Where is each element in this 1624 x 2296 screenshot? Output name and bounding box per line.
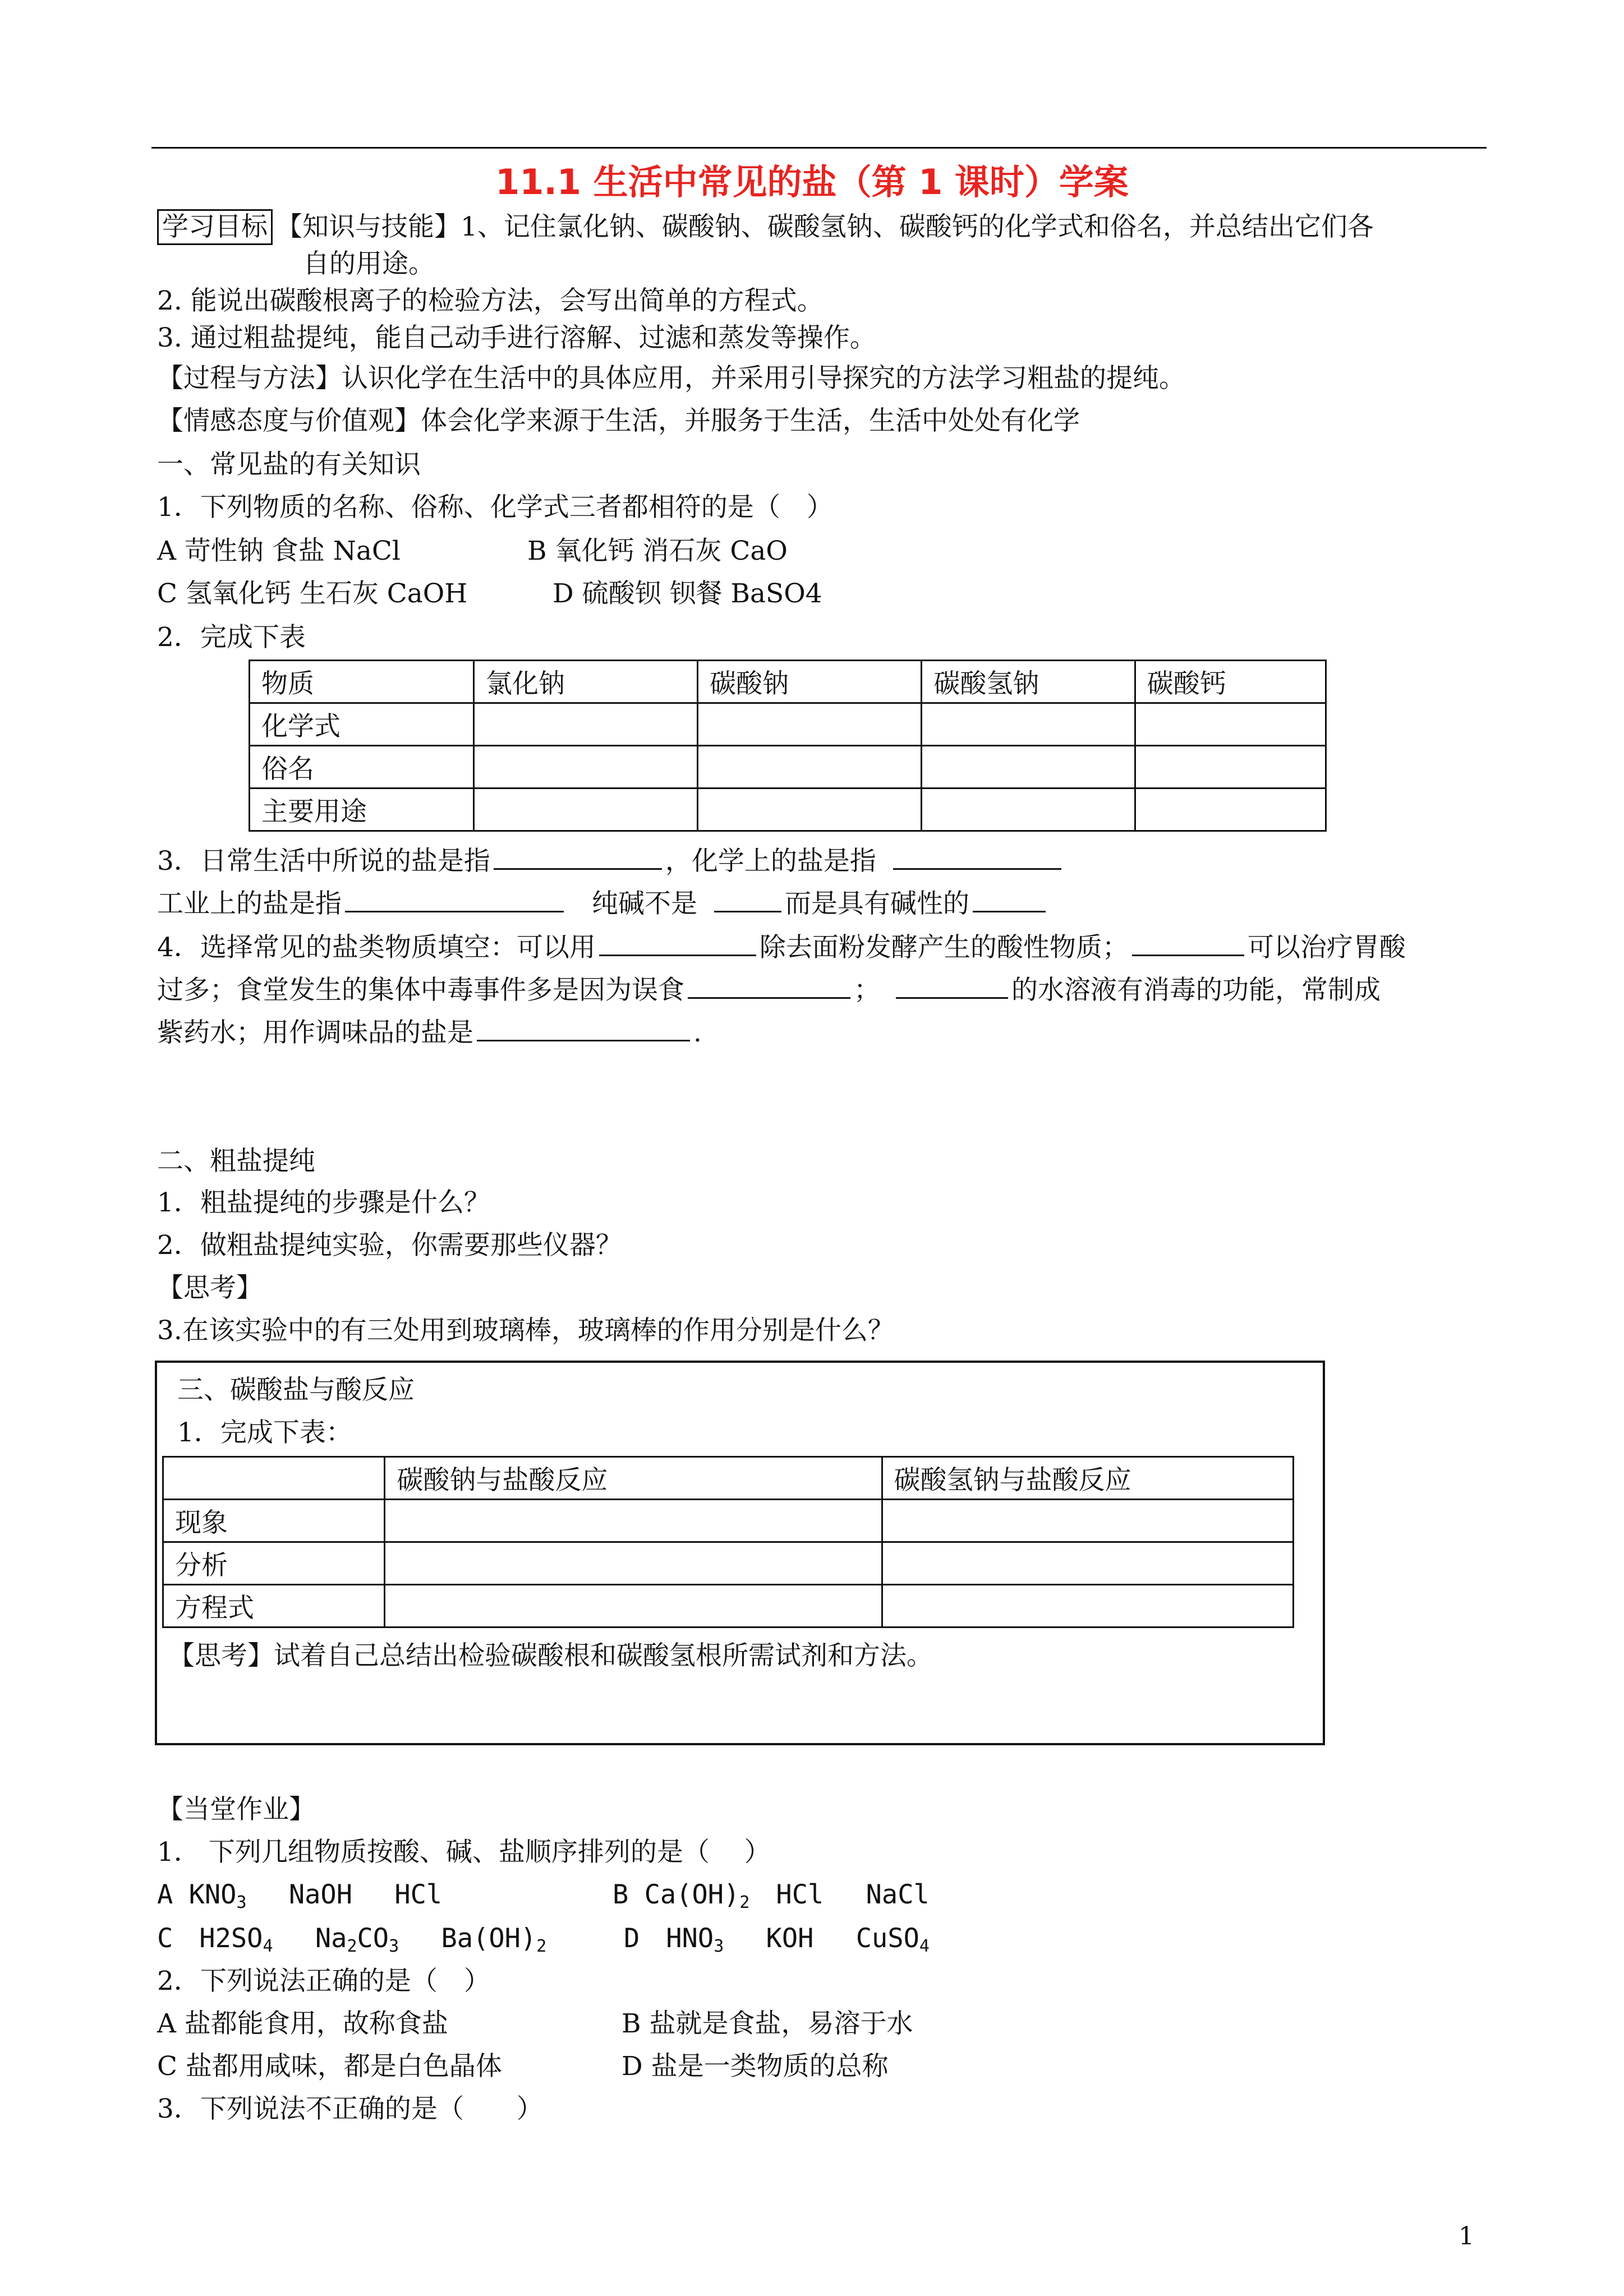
table-cell[interactable]: [385, 1585, 882, 1628]
section2-q1: 1．粗盐提纯的步骤是什么？: [157, 1187, 490, 1218]
homework-q2-option-d: D 盐是一类物质的总称: [622, 2051, 889, 2082]
homework-heading: 【当堂作业】: [157, 1794, 315, 1825]
page-title: 11.1 生活中常见的盐（第 1 课时）学案: [495, 162, 1129, 202]
section1-q1: 1．下列物质的名称、俗称、化学式三者都相符的是（ ）: [157, 492, 833, 523]
homework-q1-option-b: B $Ca(OH)_2$ HCl NaCl: [613, 1879, 930, 1912]
table-cell[interactable]: [474, 746, 698, 789]
homework-q2-option-c: C 盐都用咸味，都是白色晶体: [157, 2051, 502, 2082]
table-header-cell: 碳酸氢钠与盐酸反应: [882, 1457, 1293, 1500]
table-row-label: 主要用途: [250, 789, 474, 831]
answer-blank[interactable]: [896, 970, 1008, 999]
table-row-label: 俗名: [250, 746, 474, 789]
answer-blank[interactable]: [599, 928, 756, 956]
objectives-line-3: 3. 通过粗盐提纯，能自己动手进行溶解、过滤和蒸发等操作。: [157, 322, 876, 353]
table-row: [250, 703, 1326, 746]
table-header-cell: [163, 1457, 385, 1500]
answer-blank[interactable]: [494, 841, 662, 870]
table-row-label: 现象: [163, 1500, 385, 1542]
table-cell[interactable]: [474, 789, 698, 831]
answer-blank[interactable]: [688, 970, 850, 999]
homework-q1-option-c: C $H2SO_4$ $Na_2CO_3$ $Ba(OH)_2$: [157, 1923, 547, 1956]
section1-q1-option-c: C 氢氧化钙 生石灰 CaOH: [157, 578, 468, 609]
table-cell[interactable]: [698, 746, 922, 789]
table-cell[interactable]: [698, 703, 922, 746]
answer-blank[interactable]: [477, 1013, 690, 1041]
answer-blank[interactable]: [345, 884, 564, 912]
table-cell[interactable]: [1135, 789, 1326, 831]
section2-heading: 二、粗盐提纯: [157, 1146, 315, 1177]
objectives-line-1-cont: 自的用途。: [303, 248, 435, 279]
table-row-label: 化学式: [250, 703, 474, 746]
homework-q2-option-b: B 盐就是食盐，易溶于水: [622, 2008, 913, 2039]
section2-q2: 2．做粗盐提纯实验，你需要那些仪器？: [157, 1230, 622, 1261]
table-header-cell: 氯化钠: [474, 661, 698, 703]
table-cell[interactable]: [922, 746, 1135, 789]
section1-q4-line-1: 4．选择常见的盐类物质填空：可以用 除去面粉发酵产生的酸性物质； 可以治疗胃酸: [157, 928, 1406, 966]
table-cell[interactable]: [474, 703, 698, 746]
section1-q1-option-a: A 苛性钠 食盐 NaCl: [157, 536, 401, 566]
table-cell[interactable]: [385, 1542, 882, 1585]
table-row: [163, 1542, 1294, 1585]
section3-think: 【思考】试着自己总结出检验碳酸根和碳酸氢根所需试剂和方法。: [168, 1640, 933, 1671]
table-row-label: 方程式: [163, 1585, 385, 1628]
table-header-cell: 碳酸氢钠: [922, 661, 1135, 703]
section1-q1-option-b: B 氧化钙 消石灰 CaO: [527, 536, 788, 566]
answer-blank[interactable]: [893, 841, 1061, 870]
table-cell[interactable]: [922, 703, 1135, 746]
table-header-cell: 碳酸钠与盐酸反应: [385, 1457, 882, 1500]
section2-q3: 3.在该实验中的有三处用到玻璃棒，玻璃棒的作用分别是什么？: [157, 1315, 894, 1346]
section1-q1-option-d: D 硫酸钡 钡餐 BaSO4: [553, 578, 822, 609]
section1-heading: 一、常见盐的有关知识: [157, 449, 421, 480]
answer-blank[interactable]: [973, 884, 1046, 912]
table-header-cell: 碳酸钠: [698, 661, 922, 703]
section1-q2: 2．完成下表: [157, 622, 306, 653]
table-cell[interactable]: [385, 1500, 882, 1542]
homework-q2-option-a: A 盐都能食用，故称食盐: [157, 2008, 448, 2039]
table-header-cell: 碳酸钙: [1135, 661, 1326, 703]
table-row: [163, 1457, 1294, 1500]
table-row: [250, 661, 1326, 703]
section1-q3-line-1: 3．日常生活中所说的盐是指 ，化学上的盐是指: [157, 841, 1065, 880]
header-rule: [151, 147, 1487, 149]
section3-q1: 1．完成下表：: [177, 1417, 352, 1448]
table-row: [250, 746, 1326, 789]
table-row-label: 分析: [163, 1542, 385, 1585]
table-row: [250, 789, 1326, 831]
homework-q1-option-a: A $KNO_3$ NaOH HCl: [157, 1879, 443, 1912]
table-cell[interactable]: [1135, 703, 1326, 746]
section1-q4-line-3: 紫药水；用作调味品的盐是 .: [157, 1013, 702, 1052]
table-cell[interactable]: [922, 789, 1135, 831]
homework-q2: 2．下列说法正确的是（ ）: [157, 1966, 490, 1997]
homework-q3: 3．下列说法不正确的是（ ）: [157, 2094, 543, 2124]
table-cell[interactable]: [1135, 746, 1326, 789]
section2-think: 【思考】: [157, 1273, 263, 1303]
table-cell[interactable]: [698, 789, 922, 831]
table-header-cell: 物质: [250, 661, 474, 703]
page-number: 1: [1459, 2222, 1474, 2251]
objectives-line-2: 2. 能说出碳酸根离子的检验方法，会写出简单的方程式。: [157, 285, 823, 316]
table-cell[interactable]: [882, 1500, 1293, 1542]
objectives-line-4: 【过程与方法】认识化学在生活中的具体应用，并采用引导探究的方法学习粗盐的提纯。: [157, 363, 1185, 394]
reaction-table: [162, 1456, 1294, 1628]
table-cell[interactable]: [882, 1585, 1293, 1628]
objectives-line-5: 【情感态度与价值观】体会化学来源于生活，并服务于生活，生活中处处有化学: [157, 405, 1080, 436]
objectives-line-1: 学习目标 【知识与技能】1、记住氯化钠、碳酸钠、碳酸氢钠、碳酸钙的化学式和俗名，并总结出它们各: [157, 209, 1374, 246]
table-row: [163, 1585, 1294, 1628]
section1-q3-line-2: 工业上的盐是指 纯碱不是 而是具有碱性的: [157, 884, 1049, 923]
table-row: [163, 1500, 1294, 1542]
section1-q4-line-2: 过多；食堂发生的集体中毒事件多是因为误食 ； 的水溶液有消毒的功能，常制成: [157, 970, 1381, 1009]
homework-q1-option-d: D $HNO_3$ KOH CuSO$_4$: [624, 1923, 930, 1956]
answer-blank[interactable]: [1132, 928, 1244, 956]
table-cell[interactable]: [882, 1542, 1293, 1585]
section3-heading: 三、碳酸盐与酸反应: [177, 1375, 415, 1405]
salts-table: [249, 660, 1327, 832]
homework-q1: 1． 下列几组物质按酸、碱、盐顺序排列的是（ ）: [157, 1837, 771, 1868]
answer-blank[interactable]: [714, 884, 781, 912]
objectives-label: 学习目标: [157, 209, 273, 245]
